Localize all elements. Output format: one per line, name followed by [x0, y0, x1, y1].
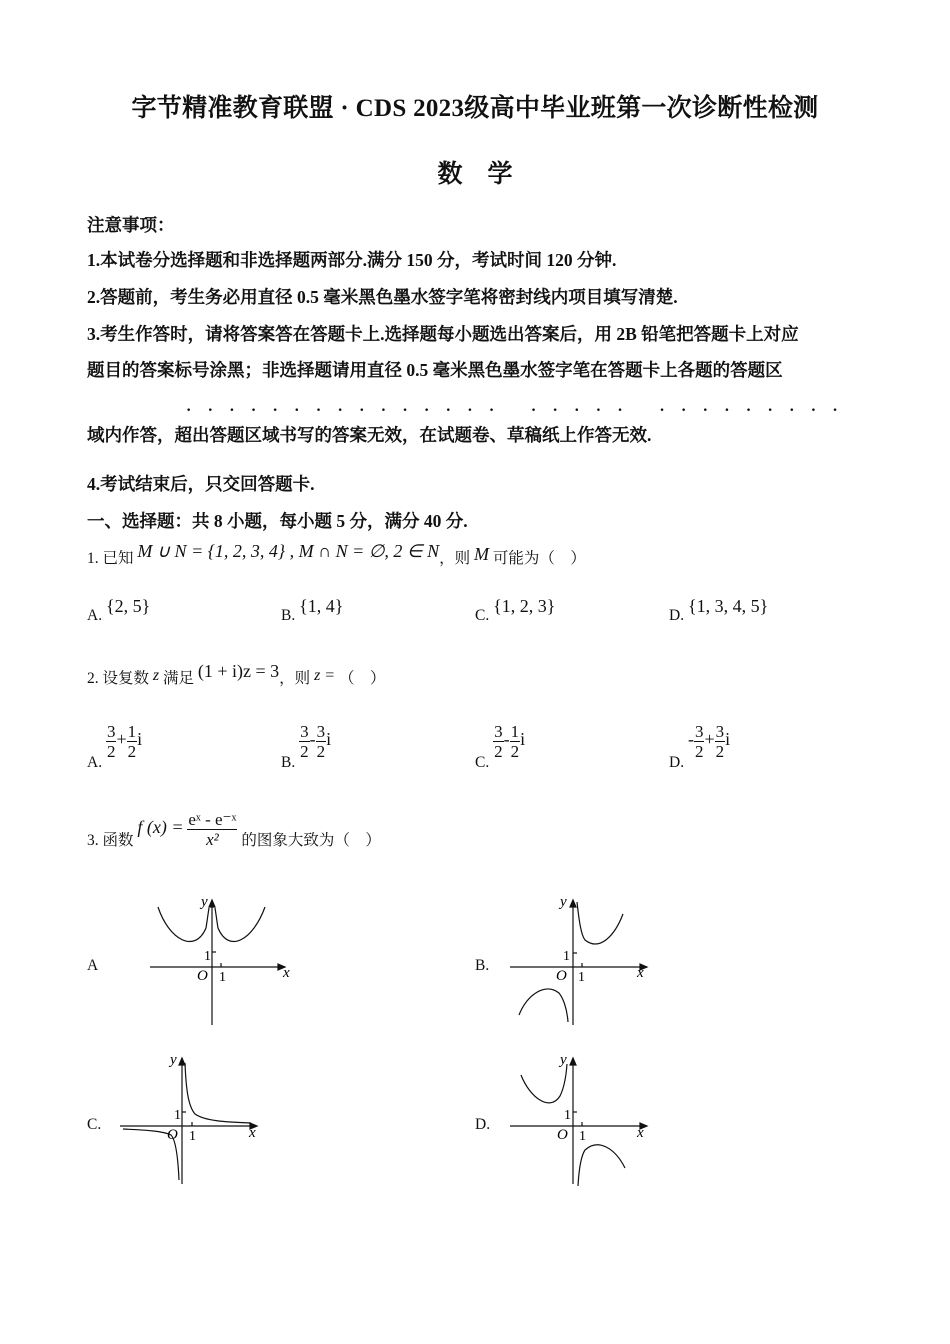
- fraction: $\frac{1}{2}$: [510, 722, 520, 761]
- curve-right: [185, 1063, 251, 1123]
- q1-prefix: 1. 已知: [87, 550, 134, 567]
- q2-prefix: 2. 设复数: [87, 670, 150, 687]
- q2-suffix: （ ）: [338, 670, 386, 687]
- y-arrow: [209, 900, 215, 907]
- fraction: $\frac{3}{2}$: [715, 722, 725, 761]
- option-label: C.: [475, 607, 490, 624]
- q2-mid2: ，则: [279, 670, 311, 687]
- graph-d-label[interactable]: D.: [475, 1116, 491, 1133]
- q1-suffix: 可能为（ ）: [492, 550, 586, 567]
- fraction: $\frac{3}{2}$: [694, 722, 704, 761]
- note-4: 4.考试结束后，只交回答题卡.: [87, 474, 315, 494]
- option-label: D.: [669, 754, 685, 772]
- q1-mid: ，则: [439, 550, 471, 567]
- exam-title: 字节精准教育联盟 · CDS 2023级高中毕业班第一次诊断性检测: [131, 95, 819, 122]
- curve-left: [519, 989, 568, 1022]
- graph-b-label[interactable]: B.: [475, 957, 490, 974]
- imag-unit: i: [725, 729, 731, 750]
- x-label: x: [637, 1125, 644, 1141]
- q2-var: z: [152, 667, 160, 684]
- option-label: D.: [669, 607, 685, 624]
- emphasis-dots: ··············· ····· ·········: [186, 402, 855, 419]
- x-label: x: [637, 965, 644, 981]
- origin-label: O: [557, 1127, 568, 1143]
- q1-var: M: [474, 544, 490, 564]
- operator: +: [704, 729, 715, 750]
- option-value: {1, 4}: [299, 596, 344, 616]
- option-value: {2, 5}: [105, 596, 151, 616]
- option-label: B.: [281, 607, 296, 624]
- x-label: x: [249, 1125, 256, 1141]
- graph-a: [145, 890, 295, 1030]
- q3-fraction: [187, 810, 237, 849]
- q2-equation: (1 + i)z = 3: [197, 661, 280, 681]
- operator: -: [503, 729, 510, 750]
- graph-b: [505, 890, 655, 1030]
- graph-c-label[interactable]: C.: [87, 1116, 102, 1133]
- y-one-label: 1: [563, 949, 570, 964]
- q2-option-b[interactable]: [281, 722, 331, 772]
- option-label: A.: [87, 607, 103, 624]
- y-arrow: [570, 1058, 576, 1065]
- option-label: A.: [87, 754, 103, 772]
- curve-right: [577, 902, 623, 944]
- q2-option-d[interactable]: [669, 722, 730, 772]
- graph-a-label[interactable]: A: [87, 957, 99, 974]
- operator: -: [309, 729, 316, 750]
- y-label: y: [560, 894, 567, 910]
- curve-right: [215, 907, 265, 942]
- x-one-label: 1: [189, 1129, 196, 1144]
- y-one-label: 1: [204, 949, 211, 964]
- origin-label: O: [197, 968, 208, 984]
- imag-unit: i: [326, 729, 332, 750]
- y-label: y: [170, 1052, 177, 1068]
- y-label: y: [201, 894, 208, 910]
- question-2: [87, 661, 386, 688]
- fraction: $\frac{3}{2}$: [106, 722, 116, 761]
- imag-unit: i: [137, 729, 143, 750]
- q3-denominator: x²: [206, 830, 219, 849]
- option-label: C.: [475, 754, 490, 772]
- q2-mid: 满足: [163, 670, 195, 687]
- x-one-label: 1: [219, 970, 226, 985]
- sign: -: [687, 729, 694, 750]
- origin-label: O: [556, 968, 567, 984]
- curve-left: [158, 907, 209, 942]
- y-arrow: [179, 1058, 185, 1065]
- note-3-line-1: 3.考生作答时，请将答案答在答题卡上.选择题每小题选出答案后，用 2B 铅笔把答题卡上对应: [87, 324, 799, 344]
- fraction: $\frac{3}{2}$: [494, 722, 503, 761]
- operator: +: [116, 729, 127, 750]
- question-3: [87, 810, 381, 850]
- option-value: {1, 2, 3}: [493, 596, 556, 616]
- origin-label: O: [167, 1127, 178, 1143]
- q3-lhs: f (x) =: [137, 817, 184, 838]
- y-one-label: 1: [564, 1108, 571, 1123]
- q3-numerator: eˣ - e⁻ˣ: [188, 810, 237, 829]
- q1-option-c[interactable]: [475, 596, 556, 625]
- graph-c: [115, 1048, 265, 1188]
- fraction: $\frac{3}{2}$: [316, 722, 326, 761]
- imag-unit: i: [520, 729, 526, 750]
- y-label: y: [560, 1052, 567, 1068]
- q1-option-d[interactable]: [669, 596, 769, 625]
- x-one-label: 1: [578, 970, 585, 985]
- note-3-line-2: 题目的答案标号涂黑；非选择题请用直径 0.5 毫米黑色墨水签字笔在答题卡上各题的答题区: [87, 360, 783, 380]
- q3-prefix: 3. 函数: [87, 832, 134, 850]
- q2-option-a[interactable]: [87, 722, 142, 772]
- question-1: [87, 541, 586, 568]
- option-value: {1, 3, 4, 5}: [687, 596, 769, 616]
- note-2: 2.答题前，考生务必用直径 0.5 毫米黑色墨水签字笔将密封线内项目填写清楚.: [87, 287, 678, 307]
- y-arrow: [570, 900, 576, 907]
- section-1-heading: 一、选择题：共 8 小题，每小题 5 分，满分 40 分.: [87, 511, 468, 531]
- note-1: 1.本试卷分选择题和非选择题两部分.满分 150 分，考试时间 120 分钟.: [87, 250, 617, 270]
- fraction: $\frac{1}{2}$: [127, 722, 137, 761]
- q3-suffix: 的图象大致为（ ）: [241, 832, 381, 850]
- exam-subject: 数 学: [437, 161, 513, 188]
- note-3-line-3: 域内作答，超出答题区域书写的答案无效，在试题卷、草稿纸上作答无效.: [87, 425, 652, 445]
- q1-condition: M ∪ N = {1, 2, 3, 4} , M ∩ N = ∅, 2 ∈ N: [137, 541, 440, 561]
- q2-ask: z =: [314, 667, 336, 684]
- curve-right: [578, 1145, 625, 1186]
- y-one-label: 1: [174, 1108, 181, 1123]
- x-one-label: 1: [579, 1129, 586, 1144]
- notes-heading: 注意事项：: [87, 215, 175, 235]
- option-label: B.: [281, 754, 296, 772]
- q1-option-b[interactable]: [281, 596, 344, 625]
- q2-option-c[interactable]: [475, 722, 525, 772]
- graph-d: [505, 1048, 655, 1188]
- q1-option-a[interactable]: [87, 596, 151, 625]
- x-label: x: [283, 965, 290, 981]
- fraction: $\frac{3}{2}$: [300, 722, 309, 761]
- curve-left: [521, 1064, 567, 1103]
